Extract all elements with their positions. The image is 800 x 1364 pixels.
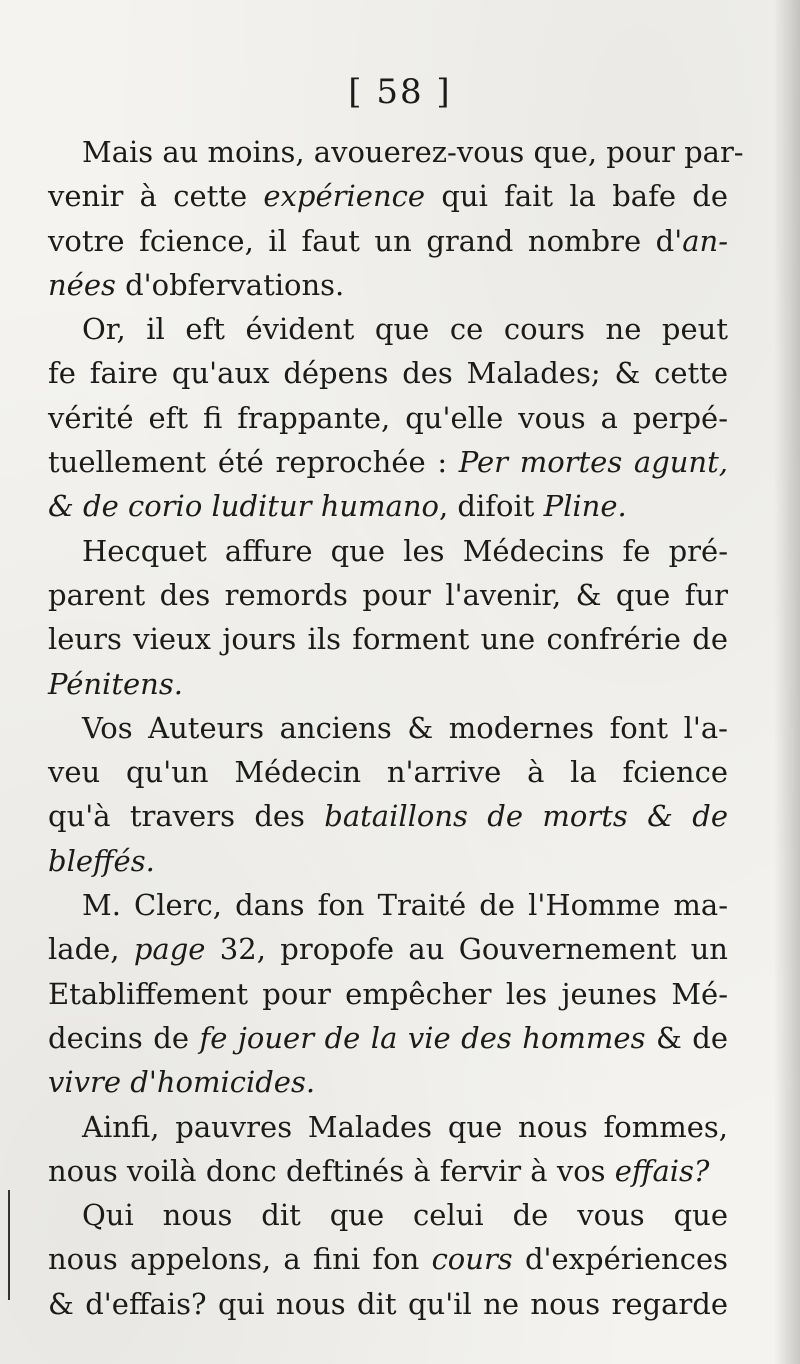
italic-text: vivre d'homicides.: [48, 1065, 316, 1100]
text-line: [48, 706, 728, 750]
italic-text: fe jouer de la vie des hommes: [199, 1020, 646, 1055]
text-line: [48, 883, 728, 927]
text-span: nous voilà donc deftinés à fervir à vos: [48, 1153, 615, 1188]
text-span: Ainfi, pauvres Malades que nous fommes,: [82, 1109, 728, 1144]
text-line: [48, 573, 728, 617]
text-line: [48, 263, 728, 307]
text-span: lade,: [48, 932, 134, 967]
text-line: [48, 927, 728, 971]
text-span: M. Clerc, dans fon Traité de l'Homme ma-: [82, 888, 728, 923]
italic-text: cours: [431, 1242, 513, 1277]
text-line: [48, 617, 728, 661]
text-line: [48, 1282, 728, 1326]
text-span: parent des remords pour l'avenir, & que fur: [48, 577, 728, 612]
text-span: d'expériences: [512, 1242, 728, 1277]
text-line: [48, 529, 728, 573]
text-span: decins de: [48, 1020, 200, 1055]
text-span: Mais au moins, avouerez-vous que, pour par-: [82, 135, 744, 169]
text-span: Qui nous dit que celui de vous que: [82, 1198, 728, 1233]
text-line: [48, 839, 728, 883]
text-line: [48, 972, 728, 1016]
text-span: & d'effais? qui nous dit qu'il ne nous regarde: [48, 1286, 728, 1321]
text-span: leurs vieux jours ils forment une confrérie de: [48, 622, 728, 657]
text-line: [48, 1193, 728, 1237]
page-number: [ 58 ]: [348, 72, 452, 112]
italic-text: Pline.: [543, 489, 627, 524]
text-line: [48, 1105, 728, 1149]
text-span: , difoit: [438, 489, 544, 524]
text-span: qui fait la bafe de: [425, 179, 728, 214]
italic-text: nées: [48, 267, 116, 302]
text-line: [48, 307, 728, 351]
italic-text: an-: [682, 223, 728, 258]
page-edge-shadow: [774, 0, 800, 1364]
text-span: Hecquet affure que les Médecins fe pré-: [82, 533, 728, 568]
text-line: [48, 440, 728, 484]
text-line: [48, 1149, 728, 1193]
italic-text: bleffés.: [48, 843, 155, 878]
body-text: [48, 130, 744, 1326]
text-span: & de: [645, 1020, 729, 1055]
text-line: [48, 1016, 728, 1060]
italic-text: Pénitens.: [48, 666, 183, 701]
text-span: venir à cette: [48, 179, 264, 214]
text-span: Vos Auteurs anciens & modernes font l'a-: [82, 710, 728, 745]
text-line: [48, 794, 728, 838]
text-span: tuellement été reprochée :: [48, 445, 459, 480]
text-line: [48, 484, 728, 528]
italic-text: expérience: [263, 179, 426, 214]
italic-text: & de corio luditur humano: [48, 489, 439, 524]
text-line: [48, 174, 728, 218]
text-line: [48, 662, 728, 706]
text-span: Etabliffement pour empêcher les jeunes Mé-: [48, 976, 728, 1011]
text-span: votre fcience, il faut un grand nombre d': [48, 223, 683, 258]
text-span: veu qu'un Médecin n'arrive à la fcience: [48, 755, 728, 790]
text-line: [48, 130, 744, 174]
italic-text: effais?: [614, 1153, 710, 1188]
text-span: vérité eft fi frappante, qu'elle vous a perpé-: [48, 400, 728, 435]
margin-mark: [8, 1190, 10, 1300]
text-span: d'obfervations.: [115, 267, 345, 302]
text-span: qu'à travers des: [48, 799, 325, 834]
text-span: nous appelons, a fini fon: [48, 1242, 432, 1277]
text-line: [48, 1237, 728, 1281]
text-line: [48, 750, 728, 794]
text-span: 32, propofe au Gouvernement un: [205, 932, 728, 967]
text-line: [48, 1060, 728, 1104]
text-span: fe faire qu'aux dépens des Malades; & cette: [48, 356, 728, 391]
text-line: [48, 219, 728, 263]
text-line: [48, 396, 728, 440]
text-span: Or, il eft évident que ce cours ne peut: [82, 312, 728, 347]
italic-text: page: [133, 932, 206, 967]
italic-text: Per mortes agunt,: [458, 445, 728, 480]
italic-text: bataillons de morts & de: [324, 799, 728, 834]
text-line: [48, 351, 728, 395]
